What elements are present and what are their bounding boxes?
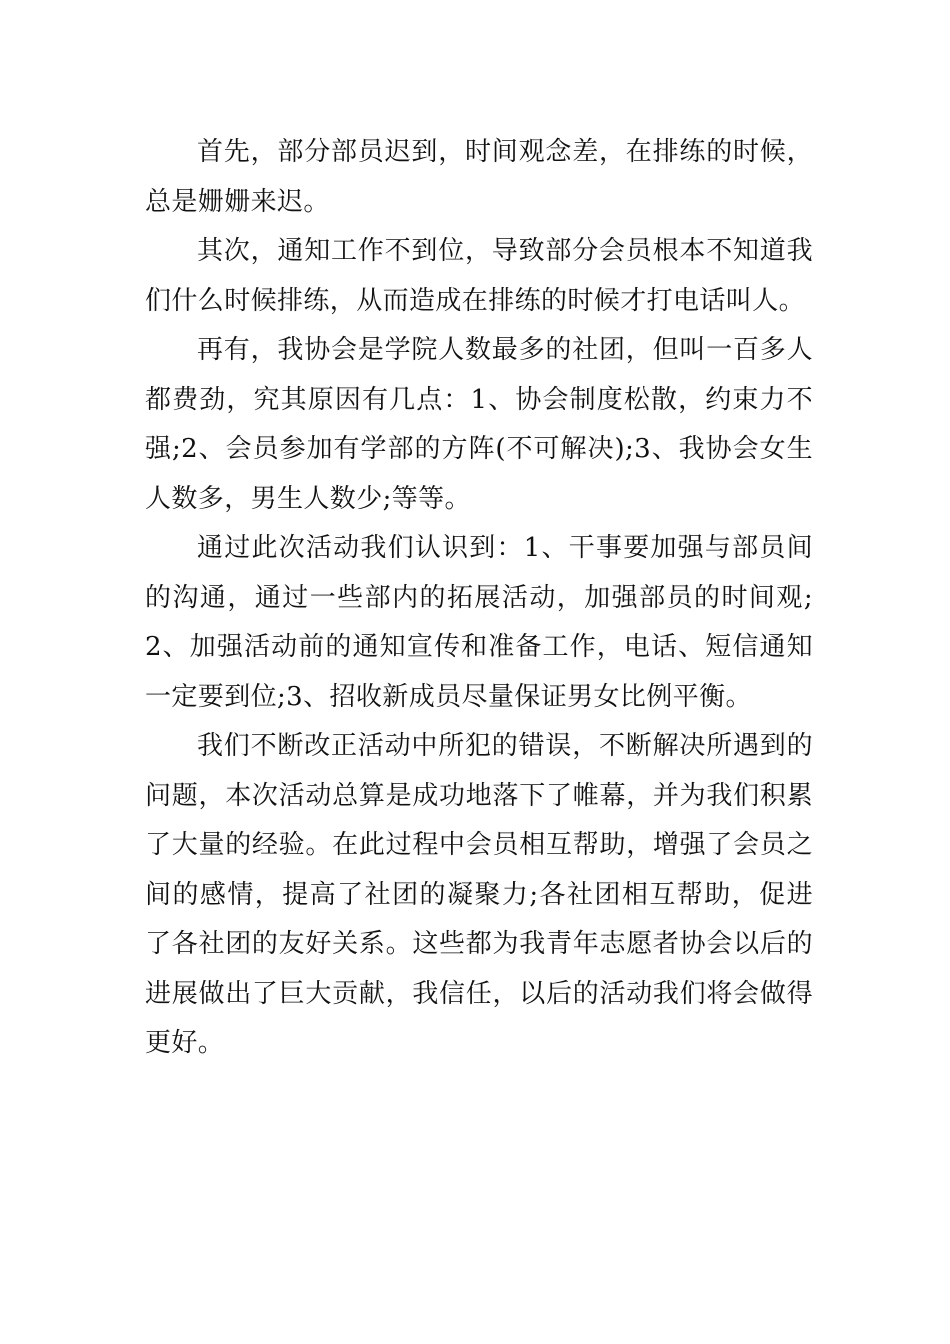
paragraph-causes: 再有，我协会是学院人数最多的社团，但叫一百多人都费劲，究其原因有几点：1、协会制度松散，约束力不强;2、会员参加有学部的方阵(不可解决);3、我协会女生人数多，男生人数少;等等。 (145, 335, 813, 514)
document-body (145, 128, 813, 1069)
paragraph-conclusion: 我们不断改正活动中所犯的错误，不断解决所遇到的问题，本次活动总算是成功地落下了帷幕，并为我们积累了大量的经验。在此过程中会员相互帮助，增强了会员之间的感情，提高了社团的凝聚力;各社团相互帮助，促进了各社团的友好关系。这些都为我青年志愿者协会以后的进展做出了巨大贡献，我信任，以后的活动我们将会做得更好。 (145, 731, 813, 1058)
paragraph-notification: 其次，通知工作不到位，导致部分会员根本不知道我们什么时候排练，从而造成在排练的时候才打电话叫人。 (145, 236, 813, 316)
paragraph-lessons: 通过此次活动我们认识到：1、干事要加强与部员间的沟通，通过一些部内的拓展活动，加强部员的时间观;2、加强活动前的通知宣传和准备工作，电话、短信通知一定要到位;3、招收新成员尽量保证男女比例平衡。 (145, 533, 813, 712)
paragraph-lateness: 首先，部分部员迟到，时间观念差，在排练的时候，总是姗姗来迟。 (145, 137, 813, 217)
